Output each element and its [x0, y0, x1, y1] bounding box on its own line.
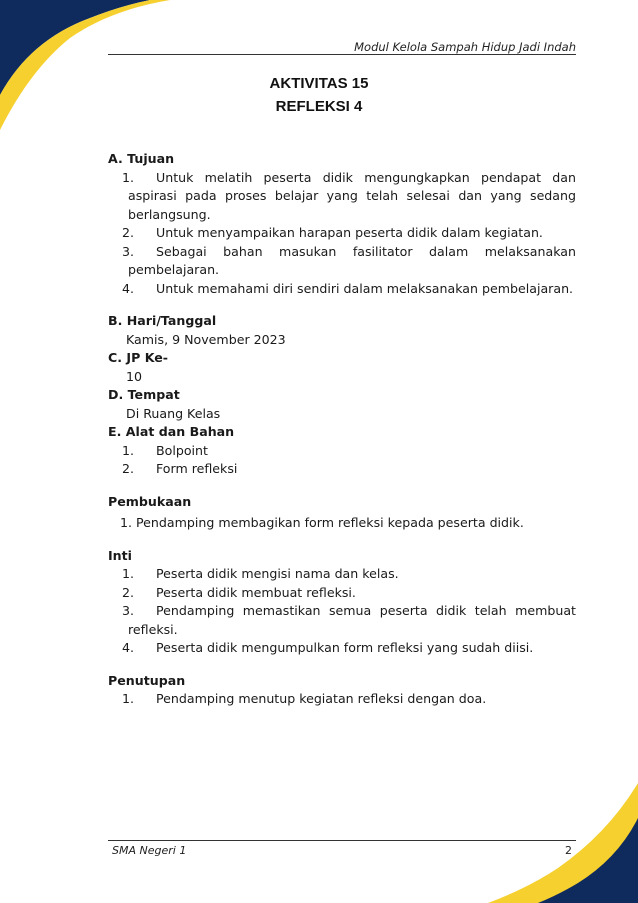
item-number: 2. [122, 225, 135, 240]
item-number: 1. [122, 566, 135, 581]
place-value: Di Ruang Kelas [126, 405, 221, 421]
item-text: aspirasi pada proses belajar yang telah selesai dan yang sedang [128, 188, 576, 203]
section-heading-tempat: D. Tempat [108, 387, 180, 402]
section-heading-alat: E. Alat dan Bahan [108, 424, 235, 439]
jp-value: 10 [126, 368, 143, 384]
date-value: Kamis, 9 November 2023 [126, 331, 286, 347]
item-text: Sebagai bahan masukan fasilitator dalam melaksanakan [156, 243, 576, 259]
list-item: 1. Pendamping membagikan form refleksi kepada peserta didik. [120, 515, 524, 530]
item-text: Peserta didik mengisi nama dan kelas. [156, 566, 399, 581]
list-item [108, 584, 576, 603]
list-item [108, 639, 576, 658]
section-heading-inti: Inti [108, 547, 132, 563]
section-heading-tujuan: A. Tujuan [108, 151, 175, 166]
page-number: 2 [565, 844, 572, 857]
item-number: 2. [122, 461, 135, 476]
item-text: Pendamping memastikan semua peserta didik telah membuat [156, 603, 576, 618]
footer-divider [108, 840, 576, 841]
list-item-continuation: pembelajaran. [128, 262, 220, 277]
item-text: Untuk menyampaikan harapan peserta didik dalam kegiatan. [156, 225, 543, 240]
list-item [108, 224, 576, 243]
list-item-continuation: refleksi. [128, 621, 178, 637]
item-number: 1. [122, 691, 135, 706]
section-heading-hari: B. Hari/Tanggal [108, 313, 217, 328]
item-text: Pendamping menutup kegiatan refleksi dengan doa. [156, 691, 487, 706]
section-heading-penutupan: Penutupan [108, 672, 186, 688]
item-text: Untuk memahami diri sendiri dalam melaksanakan pembelajaran. [156, 280, 574, 296]
list-item [108, 690, 576, 709]
item-text: Form refleksi [156, 461, 238, 476]
list-item [108, 169, 576, 188]
footer-school: SMA Negeri 1 [112, 844, 187, 857]
list-item [108, 602, 576, 621]
activity-subtitle: REFLEKSI 4 [275, 98, 363, 115]
item-text: Untuk melatih peserta didik mengungkapkan pendapat dan [156, 169, 576, 185]
list-item [108, 565, 576, 584]
item-number: 2. [122, 584, 135, 600]
item-text: Bolpoint [156, 442, 208, 458]
item-number: 4. [122, 280, 135, 296]
item-number: 1. [122, 169, 135, 185]
list-item [108, 442, 576, 461]
item-number: 1. [122, 442, 135, 458]
bottom-right-corner-decoration [488, 753, 638, 903]
list-item [108, 280, 576, 299]
section-heading-jp: C. JP Ke- [108, 350, 169, 365]
document-body [108, 150, 576, 709]
list-item [108, 243, 576, 262]
running-header: Modul Kelola Sampah Hidup Jadi Indah [354, 40, 576, 54]
section-heading-pembukaan: Pembukaan [108, 493, 192, 509]
list-item-continuation [108, 187, 576, 206]
activity-title: AKTIVITAS 15 [269, 75, 369, 92]
item-text: Peserta didik mengumpulkan form refleksi yang sudah diisi. [156, 640, 534, 655]
item-number: 3. [122, 603, 135, 618]
item-text: Peserta didik membuat refleksi. [156, 584, 356, 600]
item-number: 3. [122, 243, 135, 259]
header-divider [108, 54, 576, 55]
list-item [108, 460, 576, 479]
list-item-continuation: berlangsung. [128, 206, 211, 222]
item-number: 4. [122, 640, 135, 655]
